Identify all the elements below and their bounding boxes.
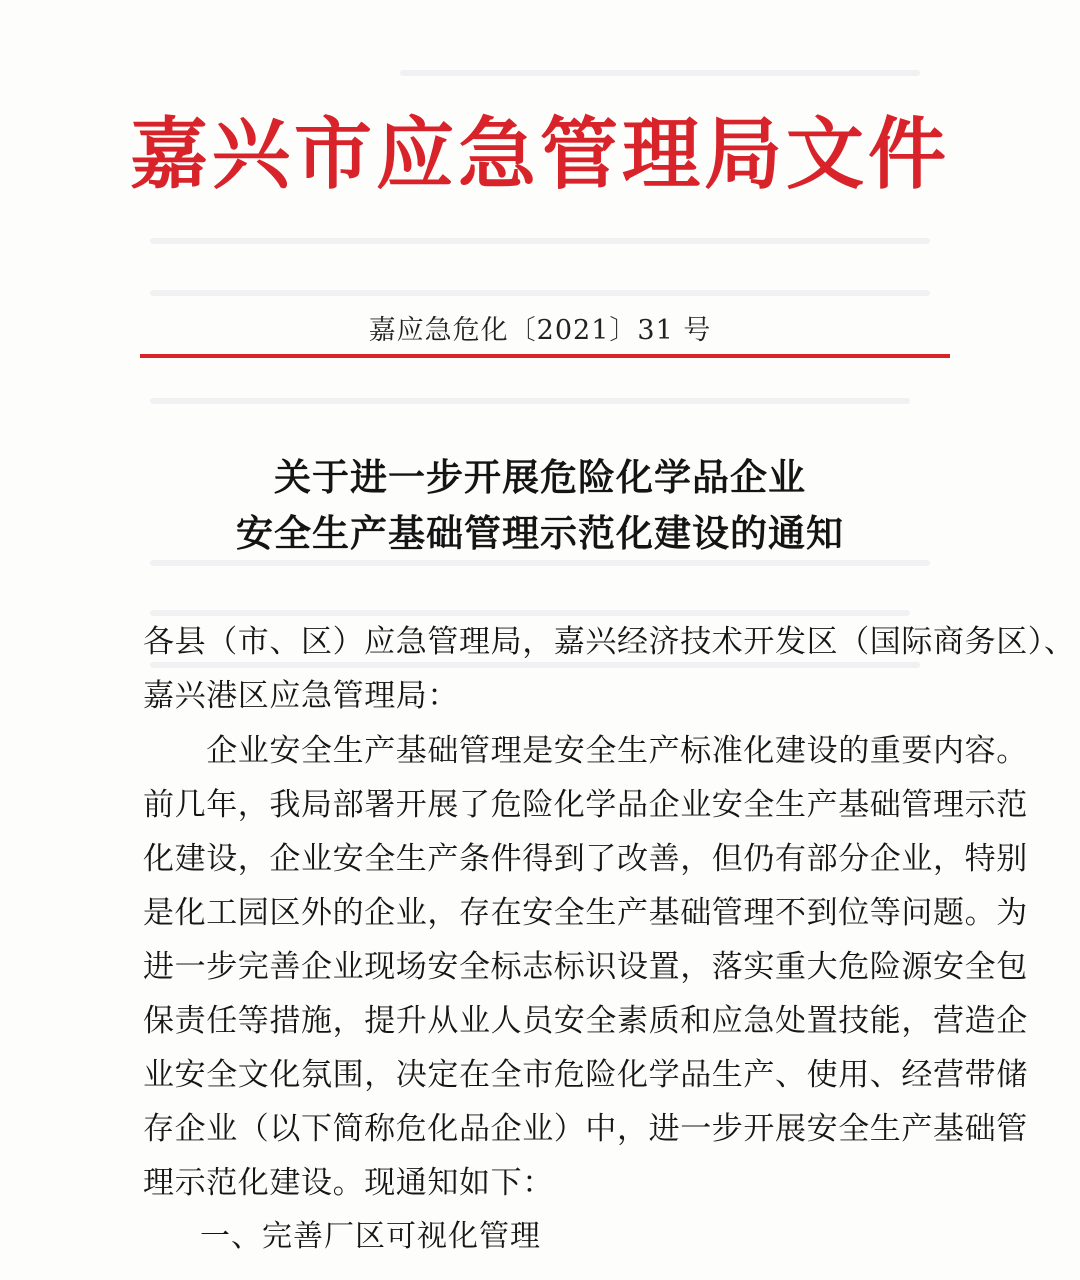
body-line: 是化工园区外的企业，存在安全生产基础管理不到位等问题。为 <box>143 895 1028 931</box>
notice-title-line-2: 安全生产基础管理示范化建设的通知 <box>236 511 844 555</box>
scan-artifact <box>150 290 930 296</box>
scan-artifact <box>150 662 920 668</box>
body-line: 理示范化建设。现通知如下： <box>143 1165 554 1201</box>
section-heading: 一、完善厂区可视化管理 <box>200 1219 541 1254</box>
body-line: 前几年，我局部署开展了危险化学品企业安全生产基础管理示范 <box>143 787 1028 823</box>
document-number: 嘉应急危化〔2021〕31 号 <box>368 315 712 346</box>
body-line: 存企业（以下简称危化品企业）中，进一步开展安全生产基础管 <box>143 1111 1028 1147</box>
notice-title-line-1: 关于进一步开展危险化学品企业 <box>274 455 806 499</box>
body-line: 企业安全生产基础管理是安全生产标准化建设的重要内容。 <box>143 733 1028 769</box>
scan-artifact <box>150 398 910 404</box>
body-line: 进一步完善企业现场安全标志标识设置，落实重大危险源安全包 <box>143 949 1028 985</box>
scan-artifact <box>400 70 920 76</box>
scan-artifact <box>150 560 930 566</box>
body-line: 化建设，企业安全生产条件得到了改善，但仍有部分企业，特别 <box>143 841 1028 877</box>
agency-header-title: 嘉兴市应急管理局文件 <box>129 109 950 200</box>
body-line: 各县（市、区）应急管理局，嘉兴经济技术开发区（国际商务区）、 <box>143 624 1076 660</box>
header-red-divider <box>140 354 950 358</box>
body-line: 业安全文化氛围，决定在全市危险化学品生产、使用、经营带储 <box>143 1057 1028 1093</box>
scan-artifact <box>150 238 930 244</box>
body-line: 保责任等措施，提升从业人员安全素质和应急处置技能，营造企 <box>143 1003 1028 1039</box>
body-line: 嘉兴港区应急管理局： <box>143 678 459 714</box>
